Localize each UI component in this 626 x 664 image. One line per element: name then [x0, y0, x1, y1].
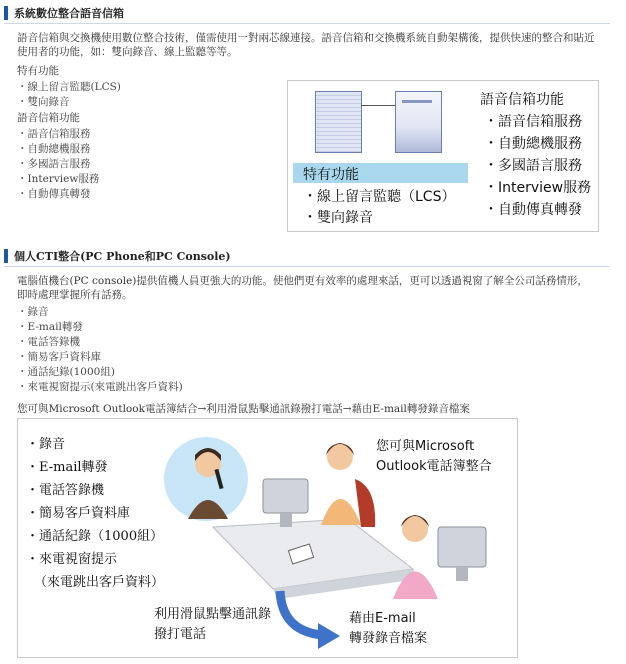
divider [4, 23, 610, 24]
cti-features-list [17, 305, 183, 395]
list-item: ・ 簡易客戶資料庫 [17, 350, 183, 365]
section1-intro: 語音信箱與交換機使用數位整合技術，僅需使用一對兩芯線連接。語音信箱和交換機系統自動架構後，提供快速的整合和貼近使用者的功能，如：雙向錄音、線上監聽等等。 [17, 32, 595, 58]
list-item: ・ E-mail轉發 [17, 320, 183, 335]
voicemail-server-icon [395, 91, 442, 153]
title-bar-icon [4, 249, 8, 263]
figure-special-list: ・線上留言監聽（LCS） ・雙向錄音 [303, 189, 456, 226]
list-item: ・ 雙向錄音 [17, 95, 121, 110]
section-title-voicemail: 系統數位整合語音信箱 [4, 5, 124, 21]
divider [4, 266, 610, 267]
list-item: ・ Interview服務 [17, 172, 99, 187]
list-item: ・ 線上留言監聽(LCS) [17, 80, 121, 95]
connection-line [361, 105, 395, 106]
list-item: ・ 錄音 [17, 305, 183, 320]
band-label: 特有功能 [303, 167, 359, 183]
pbx-server-icon [315, 91, 362, 153]
list-item: ・ 語音信箱服務 [17, 127, 99, 142]
click-to-dial-text: 利用滑鼠點擊通訊錄 撥打電話 [154, 607, 272, 642]
voicemail-features-list [17, 127, 99, 202]
special-features-heading: 特有功能 [17, 65, 59, 77]
list-item: ・ 電話答錄機 [17, 335, 183, 350]
cti-figure [17, 418, 518, 658]
figure-features-list: ・錄音 ・E-mail轉發 ・電話答錄機 ・簡易客戶資料庫 ・通話紀錄（1000組） ・來電視窗提示 （來電跳出客戶資料） [26, 437, 165, 590]
list-item: ・ 來電視窗提示(來電跳出客戶資料) [17, 380, 183, 395]
section2-outro: 您可與Microsoft Outlook電話簿結合→利用滑鼠點擊通訊錄撥打電話→藉由E-mail轉發錄音檔案 [17, 403, 470, 415]
section2-intro: 電腦值機台(PC console)提供值機人員更強大的功能。使他們更有效率的處理來話，更可以透過視窗了解全公司話務情形，即時處理掌握所有話務。 [17, 275, 588, 301]
email-forward-text: 藉由E-mail 轉發錄音檔案 [349, 611, 428, 646]
list-item: ・ 多國語言服務 [17, 157, 99, 172]
list-item: ・ 通話紀錄(1000組) [17, 365, 183, 380]
list-item: ・ 自動傳真轉發 [17, 187, 99, 202]
title-bar-icon [4, 6, 8, 20]
voicemail-features-heading: 語音信箱功能 [17, 112, 80, 124]
outlook-integration-text: 您可與Microsoft Outlook電話簿整合 [376, 439, 492, 474]
figure-right-list: ・語音信箱服務 ・自動總機服務 ・多國語言服務 ・Interview服務 ・自動傳真轉發 [484, 114, 592, 218]
list-item: ・ 自動總機服務 [17, 142, 99, 157]
figure-right-title: 語音信箱功能 [480, 92, 564, 108]
voicemail-figure [287, 80, 599, 232]
section-title-cti: 個人CTI整合(PC Phone和PC Console) [4, 248, 231, 264]
special-features-list [17, 80, 121, 110]
